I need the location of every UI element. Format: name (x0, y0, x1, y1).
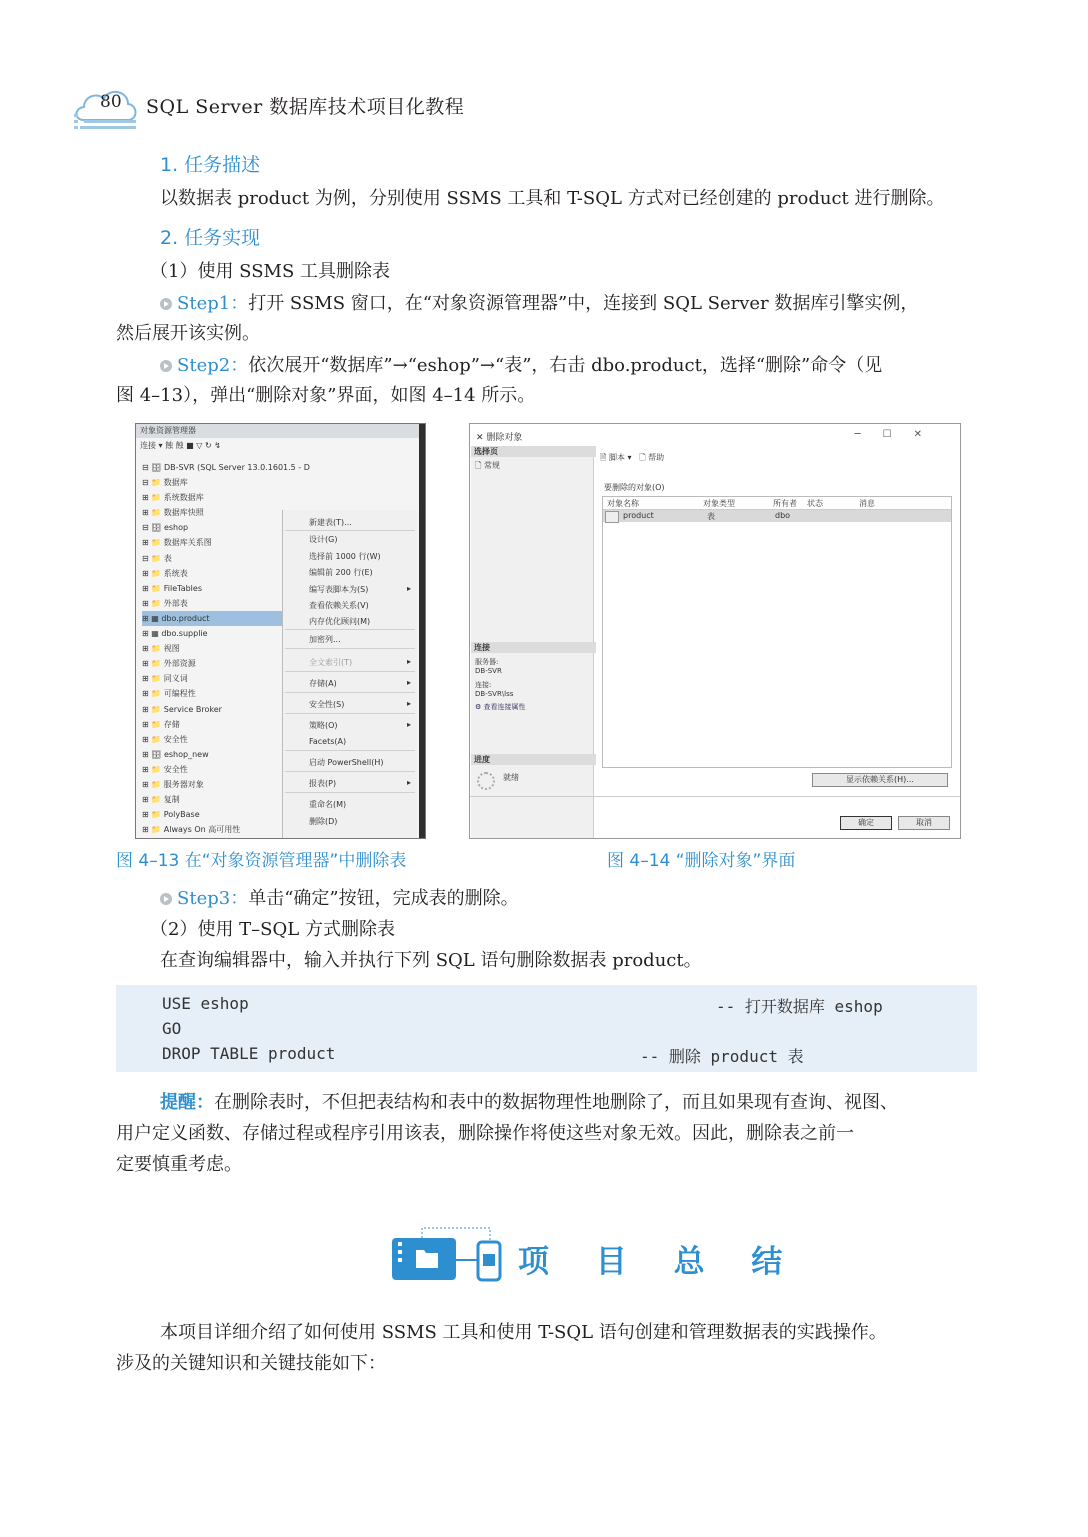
script-button[interactable]: 🗎 脚本 ▾ (600, 453, 632, 462)
menu-item-storage[interactable]: 存储(A) (309, 679, 337, 688)
menu-item-fulltext[interactable]: 全文索引(T) (309, 658, 353, 667)
tree-node[interactable]: ⊞ 📁 安全性 (142, 734, 188, 744)
tree-node[interactable]: ⊟ 📁 数据库 (142, 478, 188, 488)
dialog-title (476, 430, 522, 443)
step1-line1 (160, 288, 918, 319)
help-button[interactable] (639, 453, 664, 462)
maximize-icon[interactable]: ☐ (882, 429, 914, 440)
code-comment-3: -- 删除 product 表 (640, 1047, 804, 1066)
play-icon (160, 298, 172, 310)
menu-item-facets[interactable]: Facets(A) (309, 737, 347, 746)
step3-label: Step3： (177, 888, 249, 909)
step3-line (160, 883, 519, 914)
col-object-name[interactable]: 对象名称 (607, 499, 639, 508)
select-page-pane (471, 446, 594, 838)
page-number: 80 (100, 92, 122, 112)
section-heading-task-description: 1. 任务描述 (160, 154, 261, 176)
view-connection-properties-text: 查看连接属性 (483, 703, 526, 711)
step1-label: Step1： (177, 293, 249, 314)
menu-item-new-table[interactable]: 新建表(T)... (309, 518, 352, 527)
section-heading-task-implementation: 2. 任务实现 (160, 227, 261, 249)
tree-node[interactable]: ⊟ 🗄 eshop (142, 523, 189, 533)
properties-icon: ⚙ (475, 703, 484, 711)
menu-item-reports[interactable]: 报表(P) (309, 779, 337, 788)
step2-line2: 图 4–13），弹出“删除对象”界面，如图 4–14 所示。 (116, 385, 536, 406)
step1-line2: 然后展开该实例。 (116, 323, 260, 344)
col-message[interactable]: 消息 (859, 499, 875, 508)
page-general[interactable] (475, 460, 500, 474)
tree-node[interactable]: ⊞ 📁 服务器对象 (142, 779, 204, 789)
menu-item-rename[interactable]: 重命名(M) (309, 800, 347, 809)
tree-node[interactable]: ⊞ ▦ dbo.supplie (142, 629, 208, 639)
tree-node[interactable]: ⊟ 📁 表 (142, 553, 172, 563)
tree-node[interactable]: ⊞ 📁 数据库关系图 (142, 538, 212, 548)
tree-node[interactable]: ⊞ 📁 外部资源 (142, 659, 196, 669)
progress-header: 进度 (471, 754, 596, 765)
menu-item-design[interactable]: 设计(G) (309, 535, 338, 544)
connection-label: 连接: (475, 681, 492, 689)
menu-item-powershell[interactable]: 启动 PowerShell(H) (309, 758, 384, 767)
object-explorer-screenshot (135, 423, 426, 839)
row-object-type: 表 (707, 512, 715, 521)
tip-line-1 (160, 1087, 898, 1118)
summary-title: 项 目 总 结 (518, 1244, 801, 1280)
row-owner: dbo (775, 511, 791, 520)
ok-button[interactable]: 确定 (840, 816, 892, 830)
summary-line-1: 本项目详细介绍了如何使用 SSMS 工具和使用 T-SQL 语句创建和管理数据表的实践操作。 (160, 1322, 887, 1343)
tip-line-2: 用户定义函数、存储过程或程序引用该表，删除操作将使这些对象无效。因此，删除表之前一 (116, 1123, 854, 1144)
step2-label: Step2： (177, 355, 249, 376)
step3-text: 单击“确定”按钮，完成表的删除。 (248, 888, 519, 909)
object-explorer-titlebar: 对象资源管理器 (136, 424, 425, 438)
part1-title: （1）使用 SSMS 工具删除表 (150, 261, 391, 282)
figure-4-14-caption: 图 4–14 “删除对象”界面 (607, 851, 796, 871)
tree-node[interactable]: ⊟ 🗄 DB-SVR (SQL Server 13.0.1601.5 - D (142, 463, 310, 472)
step2-line1 (160, 350, 882, 381)
connection-header: 连接 (471, 642, 596, 653)
cancel-button[interactable]: 取消 (898, 816, 950, 830)
col-owner[interactable]: 所有者 (773, 499, 797, 508)
tree-node[interactable]: ⊞ 📁 系统表 (142, 568, 188, 578)
step1-text: 打开 SSMS 窗口，在“对象资源管理器”中，连接到 SQL Server 数据库引擎实例， (248, 293, 919, 314)
tree-node[interactable]: ⊞ 📁 存储 (142, 719, 180, 729)
tree-node[interactable]: ⊞ 📁 系统数据库 (142, 493, 204, 503)
code-line-1: USE eshop (162, 994, 249, 1013)
code-comment-1: -- 打开数据库 eshop (716, 997, 883, 1016)
tree-node[interactable]: ⊞ 📁 PolyBase (142, 810, 200, 820)
tree-node[interactable]: ⊞ 🗄 eshop_new (142, 749, 209, 759)
row-object-name: product (623, 511, 654, 520)
menu-item-select-top[interactable]: 选择前 1000 行(W) (309, 552, 381, 561)
row-selector[interactable] (605, 511, 619, 523)
tree-node[interactable]: ⊞ 📁 视图 (142, 644, 180, 654)
page-icon: 🗋 (475, 461, 484, 470)
figure-4-13-caption: 图 4–13 在“对象资源管理器”中删除表 (116, 851, 407, 871)
code-line-3: DROP TABLE product (162, 1044, 336, 1063)
part2-title: （2）使用 T–SQL 方式删除表 (150, 919, 395, 940)
minimize-icon[interactable]: ─ (854, 429, 883, 440)
menu-item-edit-top[interactable]: 编辑前 200 行(E) (309, 568, 373, 577)
tip-label: 提醒： (160, 1092, 214, 1113)
step2-text: 依次展开“数据库”→“eshop”→“表”，右击 dbo.product，选择“删除”命令（见 (248, 355, 883, 376)
select-page-header: 选择页 (471, 446, 596, 457)
toolbar (600, 452, 664, 466)
close-x-icon: ✕ (476, 433, 487, 443)
menu-item-delete[interactable]: 删除(D) (309, 817, 338, 826)
server-label: 服务器: (475, 658, 499, 666)
tree-node[interactable]: ⊞ 📁 Always On 高可用性 (142, 825, 241, 835)
tree-node[interactable]: ⊞ 📁 安全性 (142, 764, 188, 774)
menu-item-policies[interactable]: 策略(O) (309, 721, 338, 730)
table-row[interactable] (603, 510, 951, 522)
close-icon[interactable]: ✕ (913, 429, 944, 440)
tip-text-1: 在删除表时，不但把表结构和表中的数据物理性地删除了，而且如果现有查询、视图、 (214, 1092, 898, 1113)
book-title: SQL Server 数据库技术项目化教程 (146, 96, 465, 118)
objects-to-delete-label: 要删除的对象(O) (604, 483, 665, 492)
page-general-label: 常规 (483, 461, 500, 470)
intro-text: 在查询编辑器中，输入并执行下列 SQL 语句删除数据表 product。 (160, 950, 702, 971)
grid-header (603, 497, 951, 510)
menu-item-view-dependencies[interactable]: 查看依赖关系(V) (309, 601, 369, 610)
tree-node[interactable]: ⊞ 📁 同义词 (142, 674, 188, 684)
context-menu: 新建表(T)... 设计(G) 选择前 1000 行(W) 编辑前 200 行(E) 编写表脚本为(S) ▸ 查看依赖关系(V) 内存优化顾问(M) 加密列... 全文索引(T) ▸ 存储(A) ▸ 安全性(S) ▸ 策略(O) ▸ Facets(A) 启动 PowerShell(H) 报表(P) ▸ 重命名(M) 删除(D) (282, 510, 417, 838)
dialog-title-text: 删除对象 (486, 433, 523, 443)
tree-node[interactable]: ⊞ 📁 FileTables (142, 583, 202, 593)
summary-banner-icon (390, 1224, 508, 1284)
server-value: DB-SVR (475, 667, 502, 675)
col-status[interactable]: 状态 (807, 499, 823, 508)
tree-node[interactable]: ⊞ 📁 外部表 (142, 598, 188, 608)
delete-object-dialog (469, 423, 961, 839)
task-description-text: 以数据表 product 为例，分别使用 SSMS 工具和 T-SQL 方式对已经创建的 product 进行删除。 (160, 188, 945, 209)
tree-node[interactable]: ⊞ 📁 可编程性 (142, 689, 196, 699)
window-controls (855, 429, 944, 440)
menu-item-encrypt-columns[interactable]: 加密列... (309, 635, 341, 644)
play-icon (160, 360, 172, 372)
objects-grid (602, 496, 952, 768)
show-dependencies-button[interactable]: 显示依赖关系(H)... (812, 773, 948, 787)
help-icon: 🗋 (639, 453, 649, 462)
ready-status: 就绪 (503, 773, 519, 782)
script-label: 脚本 (608, 453, 625, 462)
tree-node-selected[interactable]: ⊞ ▦ dbo.product (142, 611, 310, 626)
menu-item-security[interactable]: 安全性(S) (309, 700, 345, 709)
tree-node[interactable]: ⊞ 📁 Service Broker (142, 704, 222, 714)
summary-line-2: 涉及的关键知识和关键技能如下： (116, 1353, 386, 1374)
script-icon: 🗎 (600, 453, 609, 462)
tree-node[interactable]: ⊞ 📁 复制 (142, 795, 180, 805)
connection-value: DB-SVR\lss (475, 690, 514, 698)
view-connection-properties-link[interactable] (475, 703, 526, 712)
menu-item-memory-advisor[interactable]: 内存优化顾问(M) (309, 617, 371, 626)
tree-node[interactable]: ⊞ 📁 数据库快照 (142, 508, 204, 518)
code-line-2: GO (162, 1019, 182, 1038)
tip-line-3: 定要慎重考虑。 (116, 1154, 242, 1175)
play-icon (160, 893, 172, 905)
code-block (116, 985, 977, 1072)
col-object-type[interactable]: 对象类型 (703, 499, 735, 508)
help-label: 帮助 (648, 453, 665, 462)
menu-item-script-table[interactable]: 编写表脚本为(S) (309, 585, 369, 594)
progress-spinner-icon (477, 772, 495, 790)
object-explorer-toolbar: 连接 ▾ 蝕 蝕 ■ ▽ ↻ ↯ (140, 441, 221, 450)
